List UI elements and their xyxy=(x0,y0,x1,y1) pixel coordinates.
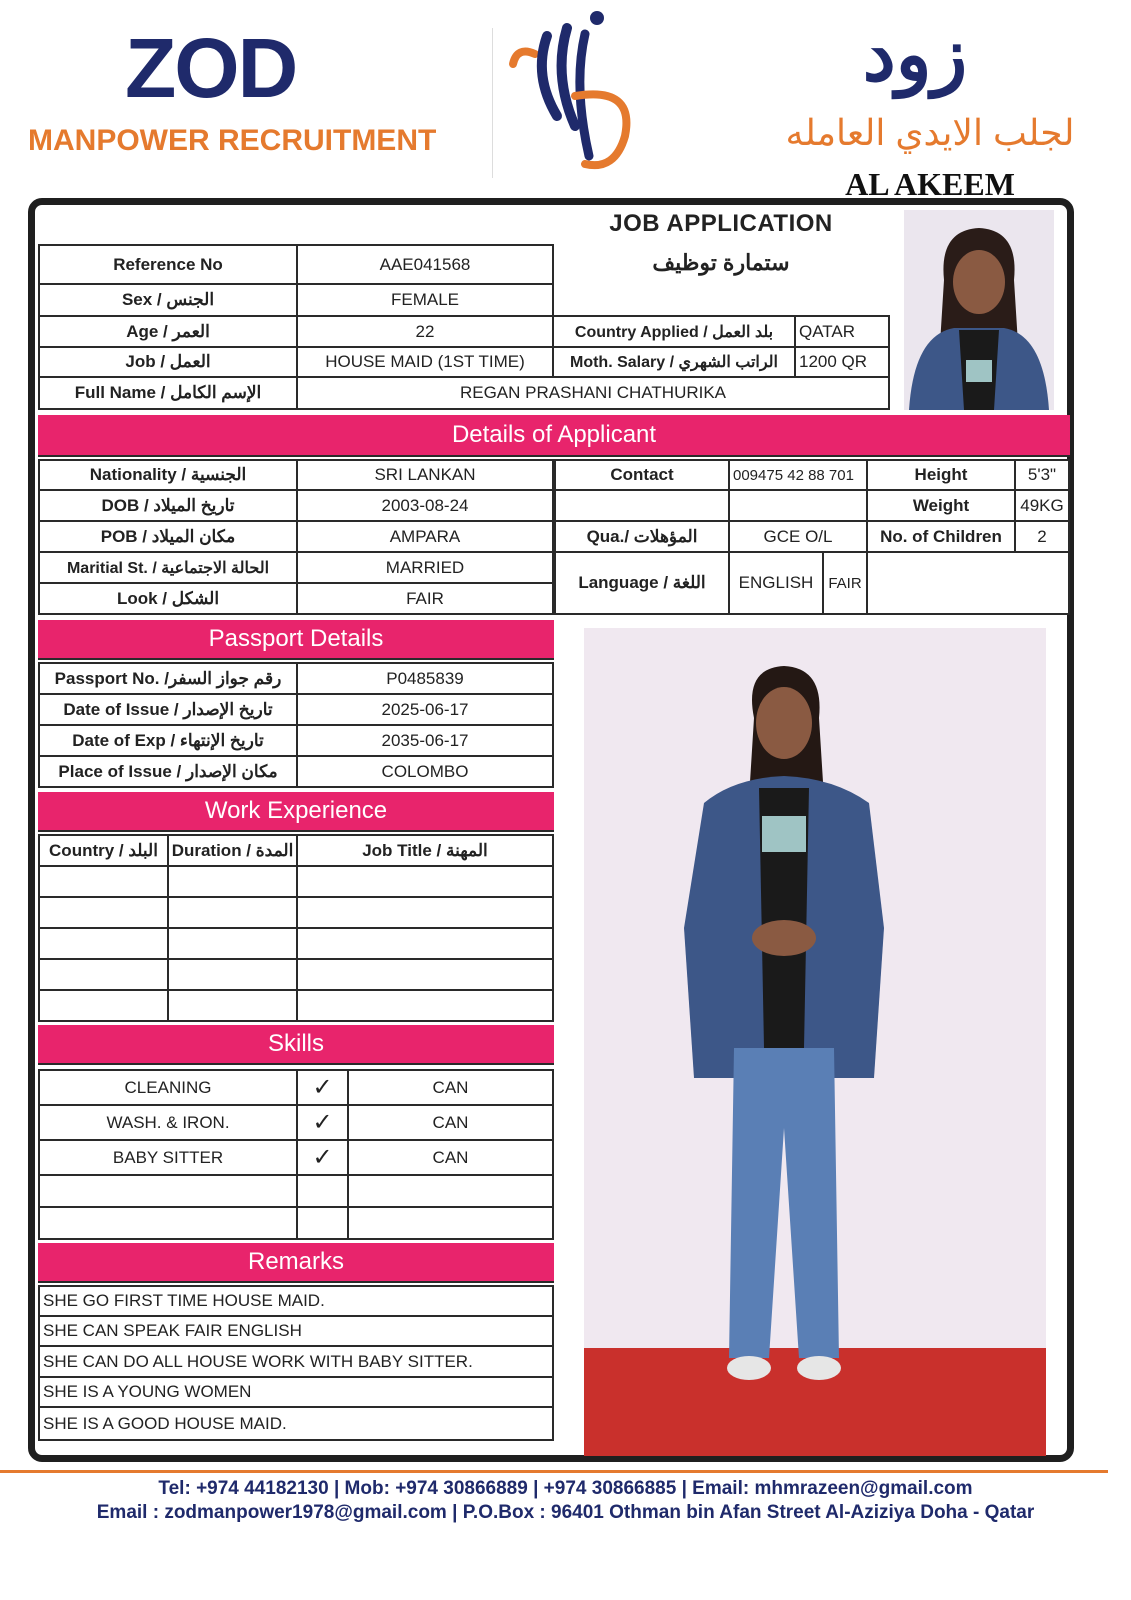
applicant-photo-full xyxy=(584,628,1046,1456)
brand-logo-text: ZOD xyxy=(125,21,297,115)
sex-label: Sex / الجنس xyxy=(38,283,298,317)
section-skills: Skills xyxy=(38,1025,554,1065)
applicant-photo-small xyxy=(904,210,1054,410)
pob-label: POB / مكان الميلاد xyxy=(38,520,298,553)
place-issue-label: Place of Issue / مكان الإصدار xyxy=(38,755,298,788)
exp-date-label: Date of Exp / تاريخ الإنتهاء xyxy=(38,724,298,757)
contact-empty-value xyxy=(728,489,868,522)
skill-empty-check xyxy=(296,1206,349,1240)
skill-name: WASH. & IRON. xyxy=(38,1104,298,1141)
children-label: No. of Children xyxy=(866,520,1016,553)
skill-check-icon: ✓ xyxy=(296,1069,349,1106)
height-value: 5'3" xyxy=(1014,459,1070,491)
language-value: ENGLISH xyxy=(728,551,824,615)
dob-label: DOB / تاريخ الميلاد xyxy=(38,489,298,522)
skill-status: CAN xyxy=(347,1069,554,1106)
qualification-value: GCE O/L xyxy=(728,520,868,553)
remark-line: SHE CAN DO ALL HOUSE WORK WITH BABY SITTER. xyxy=(38,1345,554,1378)
job-label: Job / العمل xyxy=(38,346,298,378)
section-details-applicant: Details of Applicant xyxy=(38,415,1070,457)
work-row-2-country xyxy=(38,896,169,929)
language-empty-cell xyxy=(866,551,1070,615)
skill-check-icon: ✓ xyxy=(296,1104,349,1141)
contact-value: 009475 42 88 701 xyxy=(728,459,868,491)
work-row-4-country xyxy=(38,958,169,991)
contact-empty-cell xyxy=(554,489,730,522)
job-value: HOUSE MAID (1ST TIME) xyxy=(296,346,554,378)
logo-mark-icon xyxy=(505,6,635,176)
brand-alakeem: AL AKEEM xyxy=(845,166,1015,202)
language-label: Language / اللغة xyxy=(554,551,730,615)
children-value: 2 xyxy=(1014,520,1070,553)
qualification-label: Qua./ المؤهلات xyxy=(554,520,730,553)
work-header-job-title: Job Title / المهنة xyxy=(296,834,554,867)
skill-empty-name xyxy=(38,1206,298,1240)
skill-status: CAN xyxy=(347,1104,554,1141)
work-row-3-country xyxy=(38,927,169,960)
full-name-value: REGAN PRASHANI CHATHURIKA xyxy=(296,376,890,410)
pob-value: AMPARA xyxy=(296,520,554,553)
issue-date-value: 2025-06-17 xyxy=(296,693,554,726)
skill-empty-status xyxy=(347,1206,554,1240)
work-row-5-job xyxy=(296,989,554,1022)
remark-line: SHE IS A YOUNG WOMEN xyxy=(38,1376,554,1408)
section-remarks: Remarks xyxy=(38,1243,554,1283)
contact-label: Contact xyxy=(554,459,730,491)
issue-date-label: Date of Issue / تاريخ الإصدار xyxy=(38,693,298,726)
work-header-country: Country / البلد xyxy=(38,834,169,867)
section-work-experience: Work Experience xyxy=(38,792,554,832)
form-title-arabic: ستمارة توظيف xyxy=(652,250,790,275)
salary-value: 1200 QR xyxy=(794,346,890,378)
weight-label: Weight xyxy=(866,489,1016,522)
brand-subtitle-arabic: لجلب الايدي العامله xyxy=(785,112,1075,153)
work-header-duration: Duration / المدة xyxy=(167,834,298,867)
weight-value: 49KG xyxy=(1014,489,1070,522)
remark-line: SHE IS A GOOD HOUSE MAID. xyxy=(38,1406,554,1441)
work-row-2-job xyxy=(296,896,554,929)
passport-number-value: P0485839 xyxy=(296,662,554,695)
nationality-value: SRI LANKAN xyxy=(296,459,554,491)
skill-name: CLEANING xyxy=(38,1069,298,1106)
skill-empty-name xyxy=(38,1174,298,1208)
reference-label: Reference No xyxy=(38,244,298,285)
remark-line: SHE GO FIRST TIME HOUSE MAID. xyxy=(38,1285,554,1317)
dob-value: 2003-08-24 xyxy=(296,489,554,522)
language-level: FAIR xyxy=(822,551,868,615)
work-row-4-duration xyxy=(167,958,298,991)
work-row-3-duration xyxy=(167,927,298,960)
skill-empty-status xyxy=(347,1174,554,1208)
full-name-label: Full Name / الإسم الكامل xyxy=(38,376,298,410)
age-value: 22 xyxy=(296,315,554,348)
skill-check-icon: ✓ xyxy=(296,1139,349,1176)
nationality-label: Nationality / الجنسية xyxy=(38,459,298,491)
marital-value: MARRIED xyxy=(296,551,554,584)
marital-label: Maritial St. / الحالة الاجتماعية xyxy=(38,551,298,584)
section-passport: Passport Details xyxy=(38,620,554,660)
skill-name: BABY SITTER xyxy=(38,1139,298,1176)
header-divider xyxy=(492,28,493,178)
work-row-5-duration xyxy=(167,989,298,1022)
skill-status: CAN xyxy=(347,1139,554,1176)
remark-line: SHE CAN SPEAK FAIR ENGLISH xyxy=(38,1315,554,1347)
work-row-4-job xyxy=(296,958,554,991)
height-label: Height xyxy=(866,459,1016,491)
sex-value: FEMALE xyxy=(296,283,554,317)
look-label: Look / الشكل xyxy=(38,582,298,615)
work-row-5-country xyxy=(38,989,169,1022)
brand-logo-arabic: زود xyxy=(862,13,968,96)
work-row-1-duration xyxy=(167,865,298,898)
work-row-1-country xyxy=(38,865,169,898)
form-title: JOB APPLICATION xyxy=(609,210,833,237)
place-issue-value: COLOMBO xyxy=(296,755,554,788)
reference-value: AAE041568 xyxy=(296,244,554,285)
work-row-3-job xyxy=(296,927,554,960)
country-applied-label: Country Applied / بلد العمل xyxy=(552,315,796,348)
work-row-1-job xyxy=(296,865,554,898)
footer-contact-line-2: Email : zodmanpower1978@gmail.com | P.O.Box : 96401 Othman bin Afan Street Al-Aziziya Doha - Qatar xyxy=(96,1502,1035,1523)
salary-label: Moth. Salary / الراتب الشهري xyxy=(552,346,796,378)
skill-empty-check xyxy=(296,1174,349,1208)
exp-date-value: 2035-06-17 xyxy=(296,724,554,757)
passport-number-label: Passport No. /رقم جواز السفر xyxy=(38,662,298,695)
age-label: Age / العمر xyxy=(38,315,298,348)
footer-contact-line-1: Tel: +974 44182130 | Mob: +974 30866889 | +974 30866885 | Email: mhmrazeen@gmail.com xyxy=(158,1478,973,1499)
look-value: FAIR xyxy=(296,582,554,615)
work-row-2-duration xyxy=(167,896,298,929)
brand-subtitle: MANPOWER RECRUITMENT xyxy=(28,124,437,157)
country-applied-value: QATAR xyxy=(794,315,890,348)
footer-divider xyxy=(0,1470,1108,1473)
